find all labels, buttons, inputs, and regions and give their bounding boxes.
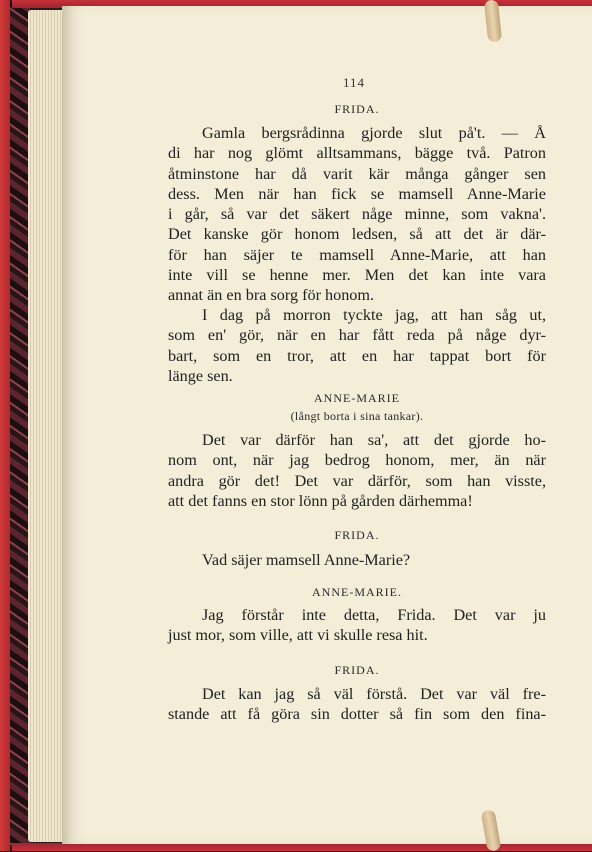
dialogue-paragraph: [168, 430, 546, 511]
text-line: inte vill se henne mer. Men det kan inte vara: [168, 266, 546, 285]
text-line: bart, som en tror, att en har tappat bort för: [168, 346, 546, 365]
text-line: stande att få göra sin dotter så fin som den fina-: [168, 705, 546, 724]
text-line: som en' gör, när en har fått reda på någe dyr-: [168, 326, 546, 345]
text-line: nom ont, när jag bedrog honom, mer, än när: [168, 451, 546, 470]
text-line: annat än en bra sorg för honom.: [168, 286, 375, 305]
dialogue-paragraph: [168, 684, 546, 725]
dialogue-paragraph: [168, 305, 546, 386]
dialogue-paragraph: [168, 550, 546, 570]
dialogue-paragraph: [168, 123, 546, 306]
text-line: dess. Men när han fick se mamsell Anne-Marie: [168, 184, 546, 203]
book-cover-marbled: [0, 0, 30, 851]
text-line: Jag förstår inte detta, Frida. Det var ju: [202, 606, 546, 624]
text-line: länge sen.: [168, 366, 233, 385]
cover-rim-bottom: [12, 843, 592, 851]
speaker-name: FRIDA.: [334, 663, 380, 677]
speaker-name: FRIDA.: [334, 528, 380, 542]
text-line: i går, så var det säkert någe minne, som vakna'.: [168, 205, 546, 224]
text-line: di har nog glömt alltsammans, bägge två. Patron: [168, 144, 546, 163]
text-line: I dag på morron tyckte jag, att han såg ut,: [202, 306, 546, 324]
speaker-name: ANNE-MARIE: [314, 391, 400, 405]
dialogue-paragraph: [168, 605, 546, 646]
text-line: Gamla bergsrådinna gjorde slut på't. — Å: [202, 124, 546, 142]
text-line: Det kanske gör honom ledsen, så att det är där-: [168, 225, 546, 244]
page-number: 114: [343, 75, 366, 90]
speaker-name: FRIDA.: [334, 102, 380, 116]
text-line: Det var därför han sa', att det gjorde ho-: [202, 431, 546, 449]
text-line: för han säjer te mamsell Anne-Marie, att han: [168, 245, 546, 264]
text-line: Det kan jag så väl förstå. Det var väl fre-: [202, 685, 546, 703]
text-line: Vad säjer mamsell Anne-Marie?: [202, 551, 411, 569]
text-line: att det fanns en stor lönn på gården därhemma!: [168, 491, 473, 510]
page-edges: [28, 10, 64, 842]
speaker-name: ANNE-MARIE.: [312, 585, 402, 599]
stage-direction: (långt borta i sina tankar).: [290, 409, 424, 423]
text-line: åtminstone har då varit kär många gånger sen: [168, 164, 546, 183]
text-line: andra gör det! Det var därför, som han visste,: [168, 471, 546, 490]
text-line: just mor, som ville, att vi skulle resa hit.: [168, 626, 428, 645]
